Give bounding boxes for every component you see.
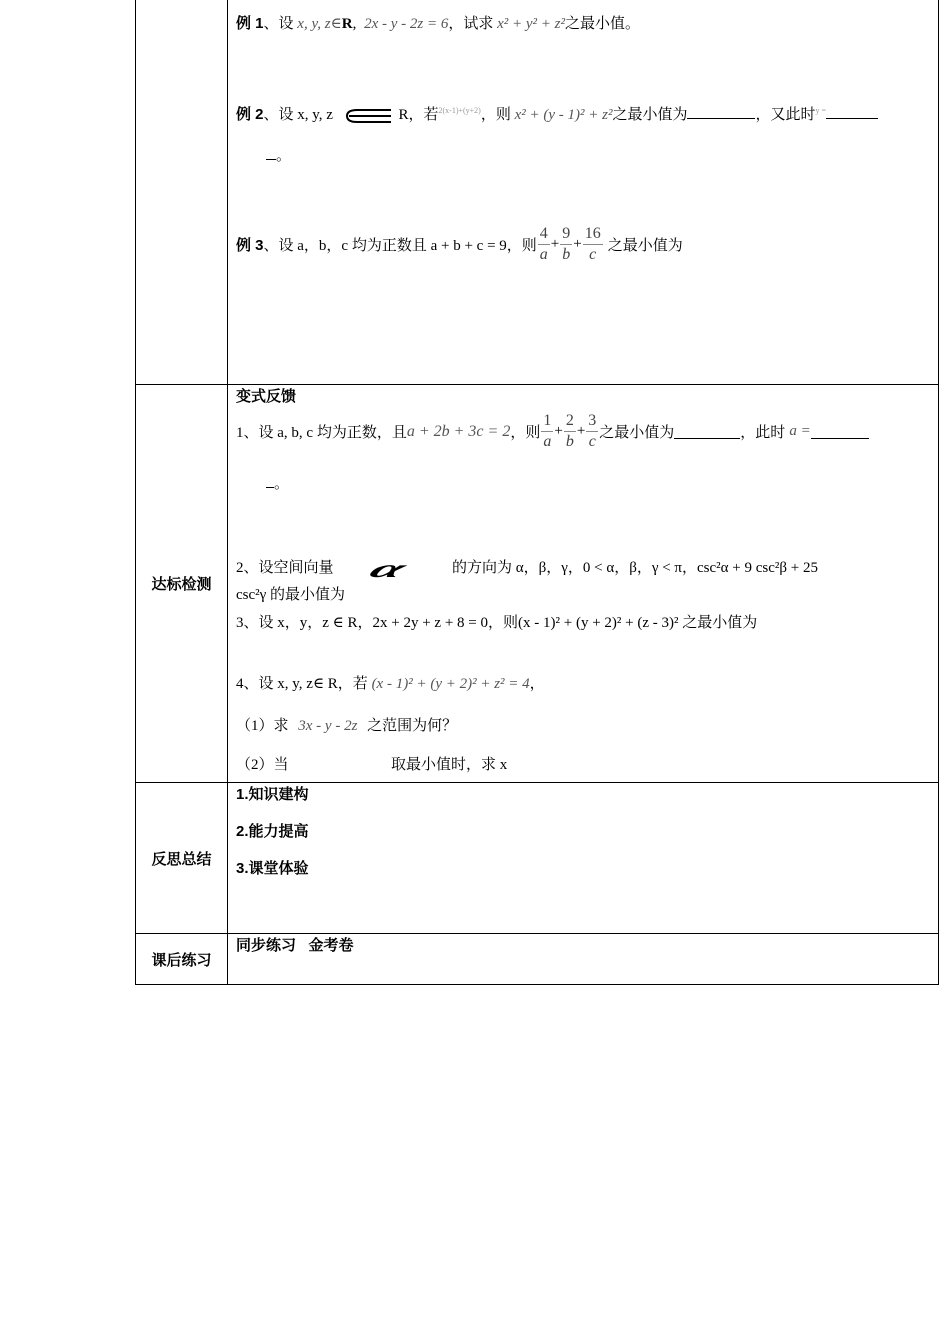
element-of-icon xyxy=(337,107,395,125)
example-1-expression: x² + y² + z² xyxy=(497,16,565,32)
fraction: $\frac{3}{c}$ xyxy=(588,412,597,450)
homework-label: 课后练习 xyxy=(136,934,228,984)
homework-content xyxy=(228,934,938,984)
fraction: $\frac{4}{a}$ xyxy=(539,225,548,263)
reflection-item-3: 3.课堂体验 xyxy=(236,860,309,877)
answer-blank[interactable] xyxy=(687,104,755,119)
question-2: 2、设空间向量 α 的方向为 α，β，γ，0 < α，β，γ < π，csc²α + 9 csc²β + 25 xyxy=(236,554,818,583)
question-4-part-2: （2）当 取最小值时，求 x xyxy=(236,757,508,773)
vector-alpha-symbol: α xyxy=(363,554,415,583)
example-1-condition: 2x - y - 2z = 6 xyxy=(364,16,449,32)
question-2-cont: csc²γ 的最小值为 xyxy=(236,587,346,603)
reflection-label: 反思总结 xyxy=(136,783,228,933)
homework-row xyxy=(136,933,938,984)
question-3: 3、设 x，y，z ∈ R，2x + 2y + z + 8 = 0，则(x - 1)² + (y + 2)² + (z - 3)² 之最小值为 xyxy=(236,615,758,631)
example-2: 例 2、设 x, y, z R，若$^{2(x-1)+(y+2)}$，则 x² + (y - 1)² + z²之最小值为 ，又此时$^{y =}$ xyxy=(236,103,878,125)
answer-blank[interactable] xyxy=(266,145,276,160)
answer-blank[interactable] xyxy=(811,424,869,439)
fraction: $\frac{1}{a}$ xyxy=(543,412,552,450)
example-2-tail: 。 xyxy=(266,144,291,165)
reflection-item-2: 2.能力提高 xyxy=(236,823,309,840)
example-2-expression: x² + (y - 1)² + z² xyxy=(514,107,613,123)
example-3: 例 3 、设 a，b，c 均为正数且 a + b + c = 9，则 $\frac{4}{a}$ + $\frac{9}{b}$ + $\frac{16}{c}$ 之最小值为 xyxy=(236,225,683,263)
assessment-label: 达标检测 xyxy=(136,385,228,782)
examples-content xyxy=(228,0,938,384)
question-4-part-1: （1）求 3x - y - 2z 之范围为何？ xyxy=(236,718,458,734)
variant-heading: 变式反馈 xyxy=(236,388,297,405)
answer-blank[interactable] xyxy=(674,424,740,439)
answer-blank[interactable] xyxy=(266,473,274,488)
example-1-lead: 例 1 xyxy=(236,15,264,32)
examples-row xyxy=(136,0,938,384)
homework-text: 同步练习 金考卷 xyxy=(236,937,354,954)
question-1: 1、设 a, b, c 均为正数，且 a + 2b + 3c = 2 ，则 $\frac{1}{a}$ + $\frac{2}{b}$ + $\frac{3}{c}$ 之最小值为 ，此时 a = xyxy=(236,411,869,452)
assessment-content xyxy=(228,385,938,782)
question-1-tail: 。 xyxy=(266,472,289,493)
example-2-lead: 例 2 xyxy=(236,106,264,123)
question-4: 4、设 x, y, z∈ R，若 (x - 1)² + (y + 2)² + z² = 4， xyxy=(236,676,545,692)
examples-label xyxy=(136,0,228,384)
reflection-row xyxy=(136,782,938,933)
example-1: 例 1、设 x, y, z∈R, 2x - y - 2z = 6，试求 x² + y² + z²之最小值。 xyxy=(236,15,640,32)
fraction: $\frac{2}{b}$ xyxy=(565,412,574,450)
reflection-item-1: 1.知识建构 xyxy=(236,786,309,803)
fraction: $\frac{9}{b}$ xyxy=(562,225,571,263)
example-3-lead: 例 3 xyxy=(236,237,264,254)
assessment-row xyxy=(136,384,938,782)
fraction: $\frac{16}{c}$ xyxy=(584,225,601,263)
element-of-symbol xyxy=(337,107,395,125)
reflection-content xyxy=(228,783,938,933)
lesson-table xyxy=(135,0,939,985)
answer-blank[interactable] xyxy=(826,104,878,119)
